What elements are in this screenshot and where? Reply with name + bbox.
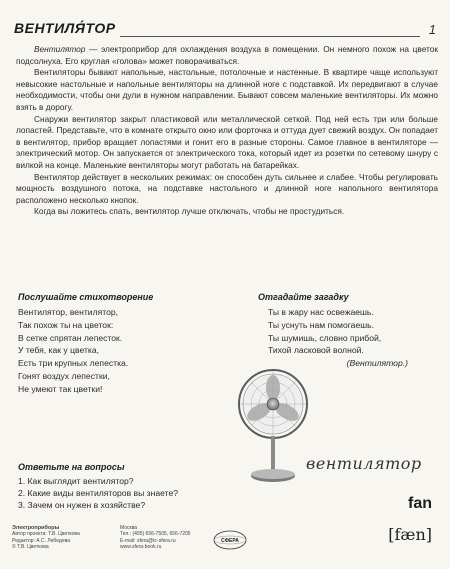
intro-paragraph-4: Вентилятор действует в нескольких режимах: он способен дуть сильнее и слабее. Чтобы регулировать мощность воздушного потока, на подставке настольного и длинной ноге напольного вентилятора расположено несколько кнопок. — [16, 171, 438, 205]
poem-line: Не умеют так цветки! — [18, 383, 103, 394]
intro-p1-rest: — электроприбор для охлаждения воздуха в помещении. Он немного похож на цветок подсолнуха. Его круглая «голова» может поворачиваться. — [16, 44, 438, 66]
question-item: 2. Какие виды вентиляторов вы знаете? — [18, 488, 179, 499]
intro-paragraph-2: Вентиляторы бывают напольные, настольные, потолочные и настенные. В квартире чаще используют невысокие настольные и напольные вентиляторы на длинной ноге с подставкой. Их передвигают в случае необходимости, чтобы они дули в нужном направлении. Бывают совсем маленькие вентиляторы. Их можно взять в дорогу. — [16, 67, 438, 112]
site-line: www.sfera-book.ru — [120, 544, 162, 551]
intro-paragraph-1 — [16, 44, 438, 67]
poem — [18, 306, 128, 396]
intro-paragraph-5: Когда вы ложитесь спать, вентилятор лучше отключать, чтобы не простудиться. — [34, 206, 345, 217]
footer-contacts — [120, 525, 191, 551]
editor-line: Редактор: А.С. Лебедева — [12, 537, 70, 544]
script-word: вентилятор — [306, 454, 422, 473]
transcription: [fæn] — [388, 525, 432, 544]
poem-line: Гонят воздух лепестки, — [18, 370, 110, 381]
riddle-answer: (Вентилятор.) — [346, 358, 408, 369]
riddle-line: Тихой ласковой волной. — [268, 345, 364, 356]
questions-list — [18, 475, 178, 512]
intro-text — [16, 44, 438, 218]
riddle-line: Ты в жару нас освежаешь. — [268, 307, 374, 317]
poem-line: В сетке спрятан лепесток. — [18, 332, 123, 343]
riddle-line: Ты уснуть нам помогаешь. — [268, 319, 374, 330]
footer-credits — [12, 525, 80, 551]
intro-term: Вентилятор — [34, 44, 86, 54]
question-item: 1. Как выглядит вентилятор? — [18, 476, 134, 486]
poem-line: Так похож ты на цветок: — [18, 319, 114, 330]
fan-illustration — [228, 366, 318, 486]
title-rule — [120, 36, 420, 37]
city-line: Москва — [120, 525, 138, 531]
copyright-line: © Т.В. Цветкова — [12, 544, 49, 551]
riddle — [262, 306, 408, 370]
page-title: ВЕНТИЛЯ́ТОР — [14, 20, 116, 36]
logo-text: СФЕРА — [221, 538, 239, 544]
english-word: fan — [408, 495, 432, 512]
series-name: Электроприборы — [12, 525, 60, 531]
intro-paragraph-3: Снаружи вентилятор закрыт пластиковой или металлической сеткой. Под ней есть три или больше лопастей. Представьте, что в комнате открыто окно или форточка и оттуда дует свежий воздух. Он попадает в вентилятор, прибор вращает лопастями и гонит его в разные стороны. Самое главное в вентиляторе — электрический мотор. Он запускается от электрического тока, который идет из розетки по сетевому шнуру с вилкой на конце. Маленькие вентиляторы могут работать на батарейках. — [16, 113, 438, 170]
poem-line: Вентилятор, вентилятор, — [18, 307, 119, 317]
poem-heading: Послушайте стихотворение — [18, 292, 154, 302]
questions-heading: Ответьте на вопросы — [18, 462, 125, 472]
phone-line: Тел.: (495) 656-7505, 656-7205 — [120, 531, 191, 538]
publisher-logo — [213, 530, 247, 550]
author-line: Автор проекта: Т.В. Цветкова — [12, 531, 80, 538]
question-item: 3. Зачем он нужен в хозяйстве? — [18, 500, 146, 511]
poem-line: У тебя, как у цветка, — [18, 345, 100, 356]
poem-line: Есть три крупных лепестка. — [18, 358, 129, 369]
page-number: 1 — [428, 22, 436, 37]
riddle-line: Ты шумишь, словно прибой, — [268, 332, 382, 343]
riddle-heading: Отгадайте загадку — [258, 292, 349, 302]
email-line: E-mail: sfera@tc-sfera.ru — [120, 537, 176, 544]
